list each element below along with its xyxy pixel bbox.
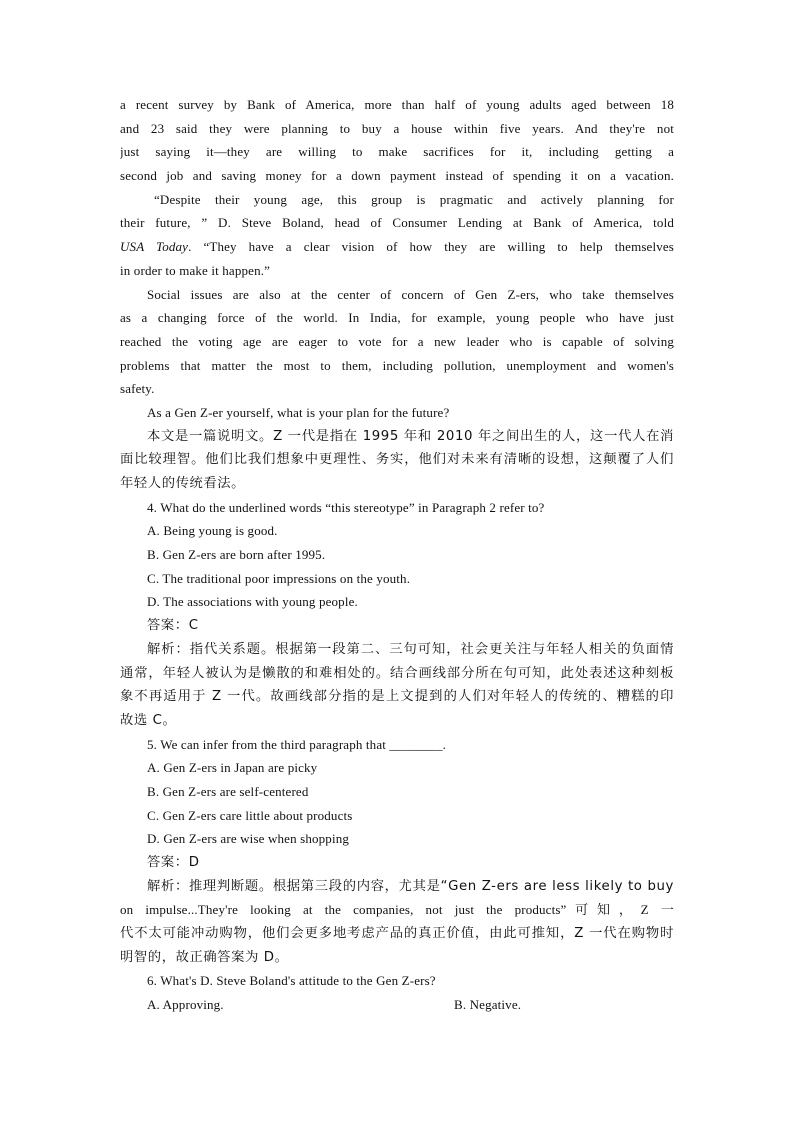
- question-stem: 5. We can infer from the third paragraph that ________.: [147, 736, 447, 752]
- content-column: [120, 93, 674, 1017]
- answer: 答案：C: [147, 618, 199, 634]
- options-row: [120, 993, 674, 1017]
- answer: 答案：D: [147, 855, 200, 870]
- option-a: A. Being young is good.: [147, 523, 278, 539]
- passage-line: just saying it—they are willing to make sacrifices for it, including getting a: [120, 144, 674, 160]
- analysis-line: 解析：指代关系题。根据第一段第二、三句可知，社会更关注与年轻人相关的负面情: [147, 641, 674, 657]
- analysis-line: 代不太可能冲动购物，他们会更多地考虑产品的真正价值，由此可推知，Z 一代在购物时: [120, 926, 674, 942]
- publication-name: USA Today: [120, 239, 189, 255]
- option-a: A. Approving.: [147, 997, 224, 1013]
- passage-line: safety.: [120, 381, 155, 397]
- option-d: D. The associations with young people.: [147, 594, 358, 610]
- analysis-line: 通常，年轻人被认为是懒散的和难相处的。结合画线部分所在句可知，此处表述这种刻板: [120, 665, 674, 681]
- option-d: D. Gen Z-ers are wise when shopping: [147, 831, 350, 847]
- option-a: A. Gen Z-ers in Japan are picky: [147, 760, 318, 776]
- analysis-line: on impulse...They're looking at the companies, not just the products”可知，Z 一: [120, 902, 674, 918]
- question-stem: 6. What's D. Steve Boland's attitude to the Gen Z-ers?: [147, 973, 436, 989]
- option-c: C. Gen Z-ers care little about products: [147, 807, 353, 823]
- passage-line: second job and saving money for a down payment instead of spending it on a vacation.: [120, 168, 674, 184]
- passage-line: “Despite their young age, this group is pragmatic and actively planning for: [154, 191, 674, 207]
- analysis-line: 象不再适用于 Z 一代。故画线部分指的是上文提到的人们对年轻人的传统的、糟糕的印: [120, 689, 674, 705]
- passage-line: their future, ” D. Steve Boland, head of Consumer Lending at Bank of America, told: [120, 215, 674, 231]
- summary-line: 面比较理智。他们比我们想象中更理性、务实，他们对未来有清晰的设想，这颠覆了人们: [120, 452, 674, 468]
- analysis-line: 故选 C。: [120, 712, 177, 728]
- summary-line: 年轻人的传统看法。: [120, 476, 246, 491]
- option-b: B. Gen Z-ers are self-centered: [147, 783, 309, 799]
- passage-line: a recent survey by Bank of America, more than half of young adults aged between 18: [120, 97, 674, 112]
- passage-line: problems that matter the most to them, including pollution, unemployment and women's: [120, 357, 674, 373]
- passage-line: Social issues are also at the center of concern of Gen Z-ers, who take themselves: [147, 286, 674, 302]
- passage-line: reached the voting age are eager to vote for a new leader who is capable of solving: [120, 333, 674, 349]
- passage-text: . “They have a clear vision of how they are willing to help themselves: [188, 239, 674, 255]
- summary-line: 本文是一篇说明文。Z 一代是指在 1995 年和 2010 年之间出生的人，这一代人在消: [147, 428, 674, 444]
- option-c: C. The traditional poor impressions on the youth.: [147, 570, 411, 586]
- option-b: B. Gen Z-ers are born after 1995.: [147, 547, 326, 563]
- passage-line: in order to make it happen.”: [120, 262, 271, 278]
- passage-line: and 23 said they were planning to buy a house within five years. And they're not: [120, 120, 674, 136]
- analysis-line: 明智的，故正确答案为 D。: [120, 949, 289, 965]
- passage-line: as a changing force of the world. In India, for example, young people who have just: [120, 310, 674, 326]
- option-b: B. Negative.: [454, 997, 522, 1013]
- question-stem: 4. What do the underlined words “this stereotype” in Paragraph 2 refer to?: [147, 499, 545, 515]
- passage-line: As a Gen Z-er yourself, what is your plan for the future?: [147, 404, 450, 420]
- passage-line: [120, 235, 674, 259]
- analysis-line: 解析：推理判断题。根据第三段的内容，尤其是“Gen Z-ers are less likely to buy: [147, 878, 674, 894]
